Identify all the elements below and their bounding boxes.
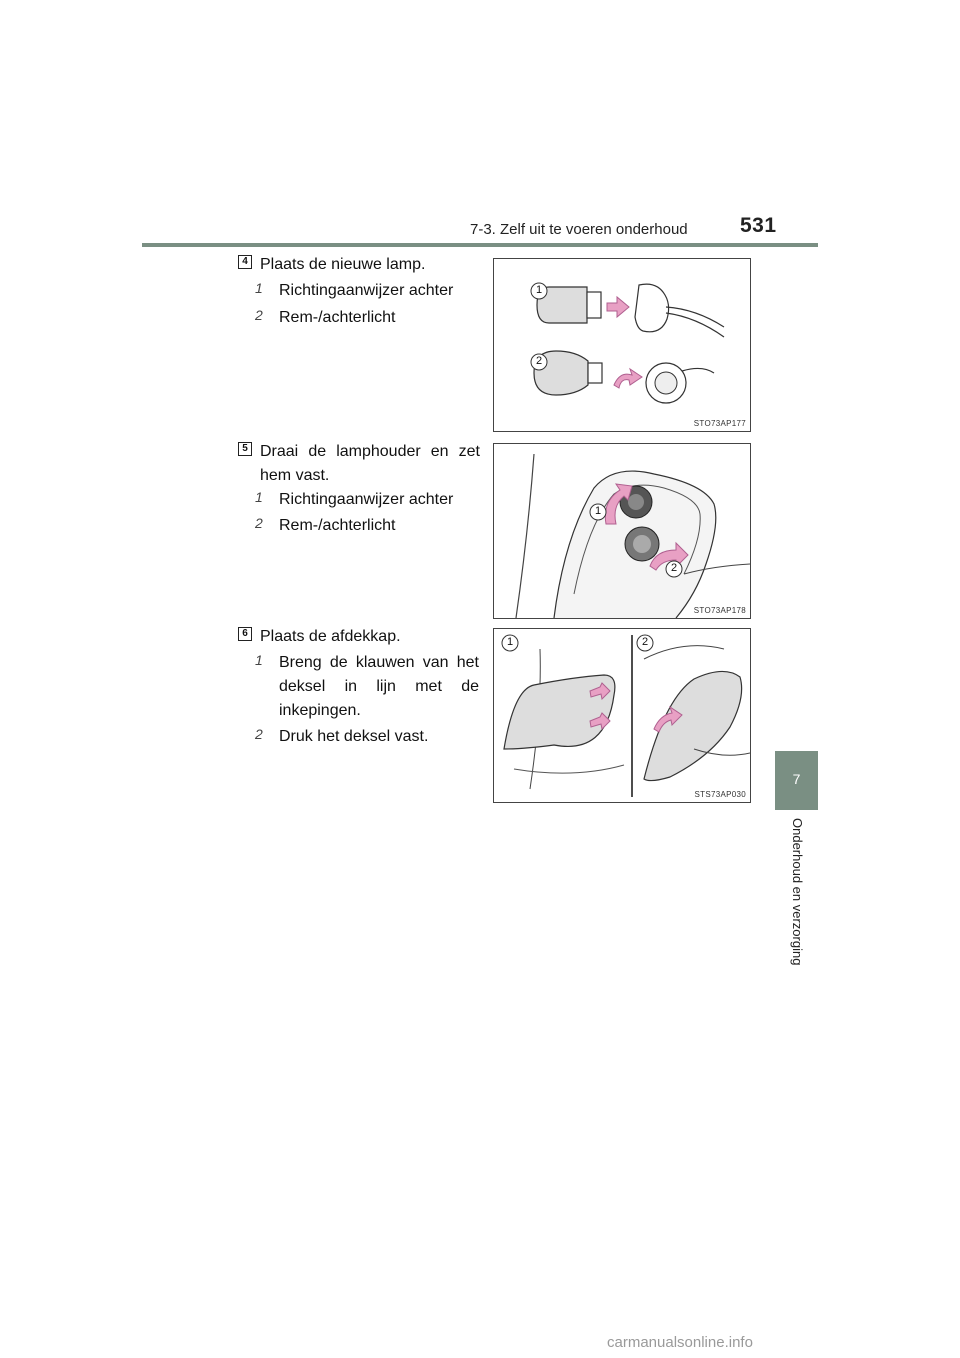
- figure-code: STO73AP177: [693, 419, 746, 428]
- step-number-4: 4: [238, 255, 252, 269]
- figure-cover: [493, 628, 751, 803]
- step-5-item-1-number: 1: [255, 489, 263, 505]
- watermark: carmanualsonline.info: [607, 1334, 753, 1351]
- callout-2: 2: [641, 636, 649, 648]
- lamp-housing-illustration: [494, 444, 750, 618]
- step-5-text: Draai de lamphouder en zet hem vast.: [260, 443, 480, 484]
- callout-1: 1: [594, 505, 602, 517]
- chapter-label: Onderhoud en verzorging: [790, 818, 805, 966]
- insert-arrow-icon: [607, 297, 629, 317]
- step-4-item-2-text: Rem-/achterlicht: [279, 309, 396, 326]
- step-6-item-1-number: 1: [255, 652, 263, 668]
- callout-2: 2: [670, 562, 678, 574]
- bulbs-illustration: [494, 259, 750, 431]
- step-number-5: 5: [238, 442, 252, 456]
- section-title: 7-3. Zelf uit te voeren onderhoud: [470, 221, 688, 238]
- cover-left-icon: [504, 675, 615, 749]
- step-4-text: Plaats de nieuwe lamp.: [260, 256, 426, 273]
- chapter-tab: [775, 751, 818, 810]
- step-6-text: Plaats de afdekkap.: [260, 628, 401, 645]
- figure-code: STO73AP178: [693, 606, 746, 615]
- figure-lamp-holders: [493, 443, 751, 619]
- rotate-arrow-icon: [614, 369, 642, 388]
- callout-2: 2: [535, 355, 543, 367]
- step-6-item-2-number: 2: [255, 726, 263, 742]
- step-5-item-2-number: 2: [255, 515, 263, 531]
- header-rule: [142, 243, 818, 247]
- chapter-number: 7: [792, 771, 801, 787]
- bulb-1-base-icon: [587, 292, 601, 318]
- figure-new-bulbs: [493, 258, 751, 432]
- step-6-item-2-text: Druk het deksel vast.: [279, 728, 429, 745]
- page-number: 531: [740, 214, 777, 237]
- step-number-6: 6: [238, 627, 252, 641]
- bulb-2-base-icon: [588, 363, 602, 383]
- step-4-item-1-number: 1: [255, 280, 263, 296]
- cover-illustration: [494, 629, 750, 802]
- step-4-item-1-text: Richtingaanwijzer achter: [279, 282, 454, 299]
- callout-1: 1: [535, 284, 543, 296]
- step-5-item-2-text: Rem-/achterlicht: [279, 517, 396, 534]
- socket-1-icon: [635, 284, 669, 332]
- step-6-item-1-text: Breng de klauwen van het deksel in lijn met de inkepingen.: [279, 654, 479, 719]
- figure-code: STS73AP030: [694, 790, 746, 799]
- callout-1: 1: [506, 636, 514, 648]
- step-4-item-2-number: 2: [255, 307, 263, 323]
- step-5-item-1-text: Richtingaanwijzer achter: [279, 491, 454, 508]
